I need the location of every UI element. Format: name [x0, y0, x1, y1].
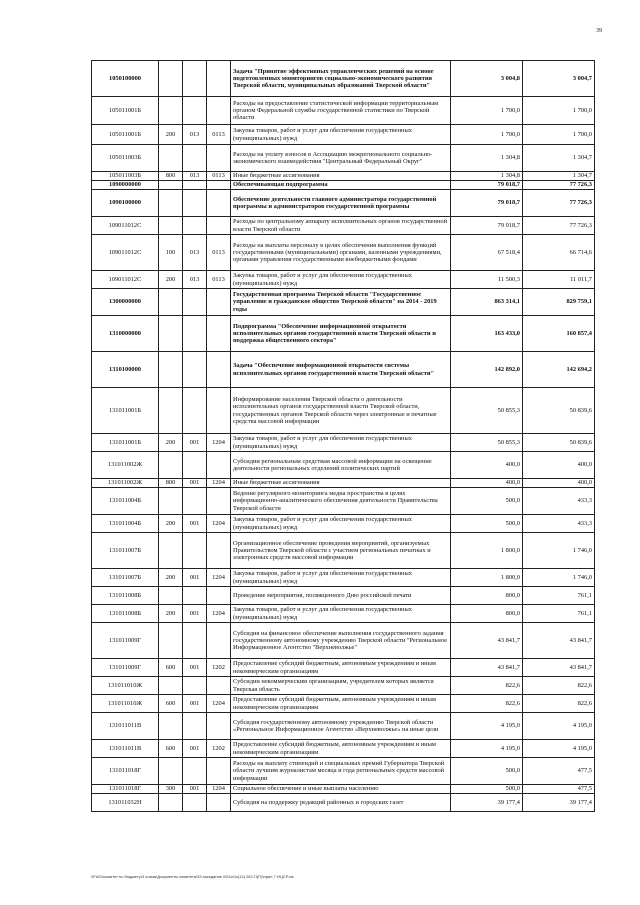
section-code [183, 181, 207, 190]
executed-amount: 822,6 [523, 695, 595, 713]
executed-amount: 50 839,6 [523, 388, 595, 434]
planned-amount: 39 177,4 [451, 794, 523, 812]
expense-type-code: 200 [159, 434, 183, 452]
expense-type-code: 300 [159, 785, 183, 794]
section-code [183, 452, 207, 479]
expense-type-code: 200 [159, 515, 183, 533]
executed-amount: 77 726,3 [523, 217, 595, 235]
table-row [92, 515, 595, 533]
expense-type-code [159, 623, 183, 659]
subsection-code [207, 533, 231, 569]
item-name: Предоставление субсидий бюджетным, автономным учреждениям и иным некоммерческим организациям [231, 695, 451, 713]
executed-amount: 1 700,0 [523, 125, 595, 145]
table-row [92, 533, 595, 569]
section-code [183, 289, 207, 316]
target-article-code: 131011010Ж [92, 695, 159, 713]
expense-type-code: 600 [159, 695, 183, 713]
subsection-code: 1204 [207, 695, 231, 713]
subsection-code [207, 587, 231, 605]
executed-amount: 77 726,3 [523, 190, 595, 217]
subsection-code [207, 316, 231, 352]
subsection-code: 1202 [207, 659, 231, 677]
item-name: Закупка товаров, работ и услуг для обеспечения государственных (муниципальных) нужд [231, 434, 451, 452]
executed-amount: 433,3 [523, 488, 595, 515]
table-row [92, 677, 595, 695]
table-row [92, 605, 595, 623]
item-name: Проведение мероприятия, посвященного Дню российской печати [231, 587, 451, 605]
target-article-code: 131011009Г [92, 659, 159, 677]
table-row [92, 758, 595, 785]
target-article-code: 1310000000 [92, 316, 159, 352]
item-name: Расходы на предоставление статистической информации территориальным органом Федеральной службы государственной статистики по Тверской области [231, 97, 451, 125]
executed-amount: 66 714,6 [523, 235, 595, 271]
executed-amount: 1 746,0 [523, 533, 595, 569]
table-row [92, 452, 595, 479]
subsection-code [207, 97, 231, 125]
item-name: Информирование населения Тверской области о деятельности исполнительных органов государственной власти Тверской области, государственных органов Тверской области через электронные и печатные средства массовой информации [231, 388, 451, 434]
planned-amount: 1 304,8 [451, 172, 523, 181]
target-article-code: 105011001Б [92, 97, 159, 125]
planned-amount: 1 700,0 [451, 97, 523, 125]
section-code [183, 97, 207, 125]
planned-amount: 43 841,7 [451, 623, 523, 659]
table-row [92, 61, 595, 97]
table-row [92, 569, 595, 587]
subsection-code [207, 217, 231, 235]
item-name: Предоставление субсидий бюджетным, автономным учреждениям и иным некоммерческим организациям [231, 740, 451, 758]
subsection-code: 0113 [207, 125, 231, 145]
expense-type-code [159, 758, 183, 785]
expense-type-code [159, 217, 183, 235]
section-code: 001 [183, 740, 207, 758]
section-code: 001 [183, 479, 207, 488]
table-row [92, 181, 595, 190]
section-code: 013 [183, 235, 207, 271]
section-code [183, 488, 207, 515]
table-row [92, 316, 595, 352]
section-code: 013 [183, 271, 207, 289]
expense-type-code [159, 533, 183, 569]
executed-amount: 400,0 [523, 479, 595, 488]
target-article-code: 131011018Г [92, 785, 159, 794]
planned-amount: 50 855,3 [451, 388, 523, 434]
section-code [183, 190, 207, 217]
subsection-code [207, 190, 231, 217]
section-code [183, 316, 207, 352]
target-article-code: 105011003Б [92, 172, 159, 181]
planned-amount: 800,0 [451, 587, 523, 605]
section-code [183, 794, 207, 812]
target-article-code: 131011004Б [92, 488, 159, 515]
item-name: Ведение регулярного мониторинга медиа пространства в целях информационно-аналитического обеспечения деятельности Правительства Тверской области [231, 488, 451, 515]
table-row [92, 488, 595, 515]
target-article-code: 131011008Б [92, 605, 159, 623]
executed-amount: 39 177,4 [523, 794, 595, 812]
expense-type-code [159, 713, 183, 740]
executed-amount: 829 759,1 [523, 289, 595, 316]
item-name: Организационное обеспечение проведения мероприятий, организуемых Правительством Тверской области с участием региональных печатных и электронных средств массовой информации [231, 533, 451, 569]
table-row [92, 172, 595, 181]
subsection-code: 1204 [207, 434, 231, 452]
subsection-code: 1204 [207, 515, 231, 533]
subsection-code [207, 677, 231, 695]
section-code [183, 587, 207, 605]
planned-amount: 163 433,0 [451, 316, 523, 352]
file-path-footer: \\Fs01\комитет по бюджету\4 созыв\Документы комитета\33 заседание 09\1к\1к(13) 282-П(П)\прил 7 ИЦСР.xls [91, 874, 294, 879]
target-article-code: 1090000000 [92, 181, 159, 190]
target-article-code: 131011018Г [92, 758, 159, 785]
expense-type-code: 800 [159, 479, 183, 488]
expense-type-code: 800 [159, 172, 183, 181]
subsection-code [207, 794, 231, 812]
executed-amount: 1 700,0 [523, 97, 595, 125]
expense-type-code [159, 190, 183, 217]
table-row [92, 289, 595, 316]
target-article-code: 109011012С [92, 235, 159, 271]
table-row [92, 125, 595, 145]
expense-type-code: 600 [159, 659, 183, 677]
section-code: 001 [183, 785, 207, 794]
table-row [92, 352, 595, 388]
table-row [92, 785, 595, 794]
item-name: Социальное обеспечение и иные выплаты населению [231, 785, 451, 794]
planned-amount: 400,0 [451, 479, 523, 488]
expense-type-code: 200 [159, 271, 183, 289]
item-name: Закупка товаров, работ и услуг для обеспечения государственных (муниципальных) нужд [231, 569, 451, 587]
executed-amount: 761,1 [523, 587, 595, 605]
planned-amount: 79 018,7 [451, 190, 523, 217]
target-article-code: 131011001Б [92, 388, 159, 434]
expense-type-code [159, 352, 183, 388]
expense-type-code: 200 [159, 125, 183, 145]
table-body [92, 61, 595, 812]
section-code: 001 [183, 695, 207, 713]
executed-amount: 822,6 [523, 677, 595, 695]
planned-amount: 500,0 [451, 488, 523, 515]
target-article-code: 131011011В [92, 740, 159, 758]
target-article-code: 109011012С [92, 271, 159, 289]
expense-type-code: 600 [159, 740, 183, 758]
executed-amount: 142 694,2 [523, 352, 595, 388]
section-code [183, 388, 207, 434]
planned-amount: 500,0 [451, 758, 523, 785]
item-name: Субсидия государственному автономному учреждению Тверской области «Региональное Информационное Агентство «Верхневолжье» на иные цели [231, 713, 451, 740]
executed-amount: 477,5 [523, 785, 595, 794]
table-row [92, 145, 595, 172]
planned-amount: 79 018,7 [451, 217, 523, 235]
item-name: Подпрограмма "Обеспечение информационной открытости исполнительных органов государственной власти Тверской области и поддержка общественного сектора" [231, 316, 451, 352]
planned-amount: 800,0 [451, 605, 523, 623]
expense-type-code [159, 145, 183, 172]
planned-amount: 3 004,8 [451, 61, 523, 97]
item-name: Закупка товаров, работ и услуг для обеспечения государственных (муниципальных) нужд [231, 271, 451, 289]
planned-amount: 79 018,7 [451, 181, 523, 190]
expense-type-code [159, 677, 183, 695]
expense-type-code [159, 289, 183, 316]
target-article-code: 131011009Г [92, 623, 159, 659]
target-article-code: 131011002Ж [92, 479, 159, 488]
target-article-code: 131011001Б [92, 434, 159, 452]
table-row [92, 434, 595, 452]
executed-amount: 433,3 [523, 515, 595, 533]
section-code: 001 [183, 434, 207, 452]
target-article-code: 131011007Б [92, 533, 159, 569]
item-name: Иные бюджетные ассигнования [231, 172, 451, 181]
target-article-code: 1300000000 [92, 289, 159, 316]
table-row [92, 623, 595, 659]
planned-amount: 822,6 [451, 695, 523, 713]
section-code [183, 623, 207, 659]
subsection-code: 0113 [207, 172, 231, 181]
item-name: Иные бюджетные ассигнования [231, 479, 451, 488]
section-code: 013 [183, 125, 207, 145]
table-row [92, 587, 595, 605]
subsection-code [207, 713, 231, 740]
planned-amount: 500,0 [451, 785, 523, 794]
expense-type-code [159, 316, 183, 352]
subsection-code [207, 758, 231, 785]
item-name: Предоставление субсидий бюджетным, автономным учреждениям и иным некоммерческим организациям [231, 659, 451, 677]
table-row [92, 271, 595, 289]
executed-amount: 77 726,3 [523, 181, 595, 190]
subsection-code [207, 488, 231, 515]
planned-amount: 863 314,1 [451, 289, 523, 316]
section-code: 001 [183, 605, 207, 623]
item-name: Субсидии некоммерческим организациям, учредителем которых является Тверская область [231, 677, 451, 695]
section-code [183, 713, 207, 740]
subsection-code: 0113 [207, 235, 231, 271]
table-row [92, 740, 595, 758]
item-name: Субсидия на финансовое обеспечение выполнения государственного задания государственному автономному учреждению Тверской области "Региональное Информационное Агентство "Верхневолжье" [231, 623, 451, 659]
table-row [92, 713, 595, 740]
executed-amount: 761,1 [523, 605, 595, 623]
subsection-code: 1204 [207, 605, 231, 623]
planned-amount: 11 500,3 [451, 271, 523, 289]
planned-amount: 822,6 [451, 677, 523, 695]
planned-amount: 1 800,0 [451, 569, 523, 587]
subsection-code [207, 289, 231, 316]
planned-amount: 1 800,0 [451, 533, 523, 569]
planned-amount: 1 700,0 [451, 125, 523, 145]
target-article-code: 131011007Б [92, 569, 159, 587]
item-name: Обеспечение деятельности главного администратора государственной программы и администраторов государственной программы [231, 190, 451, 217]
section-code [183, 533, 207, 569]
subsection-code: 0113 [207, 271, 231, 289]
item-name: Расходы на выплату стипендий и специальных премий Губернатора Тверской области лучшим журналистам месяца и года региональных средств массовой информации [231, 758, 451, 785]
planned-amount: 500,0 [451, 515, 523, 533]
section-code [183, 61, 207, 97]
section-code: 001 [183, 569, 207, 587]
target-article-code: 105011003Б [92, 145, 159, 172]
target-article-code: 131011011В [92, 713, 159, 740]
planned-amount: 4 195,0 [451, 740, 523, 758]
section-code [183, 758, 207, 785]
expense-type-code [159, 97, 183, 125]
item-name: Обеспечивающая подпрограмма [231, 181, 451, 190]
expense-type-code [159, 794, 183, 812]
section-code [183, 145, 207, 172]
item-name: Закупка товаров, работ и услуг для обеспечения государственных (муниципальных) нужд [231, 515, 451, 533]
table-row [92, 794, 595, 812]
subsection-code: 1202 [207, 740, 231, 758]
item-name: Закупка товаров, работ и услуг для обеспечения государственных (муниципальных) нужд [231, 125, 451, 145]
target-article-code: 105011001Б [92, 125, 159, 145]
section-code: 013 [183, 172, 207, 181]
table-row [92, 695, 595, 713]
table-row [92, 388, 595, 434]
item-name: Государственная программа Тверской области "Государственное управление и гражданское общество Тверской области" на 2014 - 2019 годы [231, 289, 451, 316]
section-code [183, 677, 207, 695]
expense-type-code: 200 [159, 605, 183, 623]
item-name: Задача "Обеспечение информационной открытости системы исполнительных органов государственной власти Тверской области" [231, 352, 451, 388]
expense-type-code [159, 452, 183, 479]
executed-amount: 477,5 [523, 758, 595, 785]
executed-amount: 43 841,7 [523, 659, 595, 677]
executed-amount: 1 304,7 [523, 172, 595, 181]
planned-amount: 50 855,3 [451, 434, 523, 452]
executed-amount: 160 857,4 [523, 316, 595, 352]
subsection-code [207, 181, 231, 190]
page-number: 39 [596, 28, 602, 34]
executed-amount: 50 839,6 [523, 434, 595, 452]
expense-type-code [159, 488, 183, 515]
table-row [92, 659, 595, 677]
target-article-code: 131011008Б [92, 587, 159, 605]
executed-amount: 3 004,7 [523, 61, 595, 97]
target-article-code: 109011012С [92, 217, 159, 235]
target-article-code: 131011032Н [92, 794, 159, 812]
section-code [183, 217, 207, 235]
planned-amount: 4 195,0 [451, 713, 523, 740]
subsection-code [207, 61, 231, 97]
planned-amount: 1 304,8 [451, 145, 523, 172]
executed-amount: 1 746,0 [523, 569, 595, 587]
table-row [92, 97, 595, 125]
executed-amount: 11 011,7 [523, 271, 595, 289]
budget-table [91, 60, 595, 812]
item-name: Задача "Принятие эффективных управленческих решений на основе подготовленных мониторингов социально-экономического развития Тверской области, муниципальных образований Тверской области" [231, 61, 451, 97]
section-code [183, 352, 207, 388]
executed-amount: 43 841,7 [523, 623, 595, 659]
section-code: 001 [183, 659, 207, 677]
expense-type-code [159, 587, 183, 605]
planned-amount: 67 518,4 [451, 235, 523, 271]
target-article-code: 131011002Ж [92, 452, 159, 479]
executed-amount: 4 195,0 [523, 713, 595, 740]
planned-amount: 43 841,7 [451, 659, 523, 677]
expense-type-code [159, 388, 183, 434]
subsection-code: 1204 [207, 479, 231, 488]
target-article-code: 131011004Б [92, 515, 159, 533]
subsection-code: 1204 [207, 569, 231, 587]
subsection-code [207, 623, 231, 659]
item-name: Субсидия на поддержку редакций районных и городских газет [231, 794, 451, 812]
item-name: Закупка товаров, работ и услуг для обеспечения государственных (муниципальных) нужд [231, 605, 451, 623]
executed-amount: 4 195,0 [523, 740, 595, 758]
item-name: Субсидии региональным средствам массовой информации на освещение деятельности региональных отделений политических партий [231, 452, 451, 479]
target-article-code: 1090100000 [92, 190, 159, 217]
table-row [92, 479, 595, 488]
subsection-code [207, 145, 231, 172]
table-row [92, 217, 595, 235]
item-name: Расходы на уплату взносов в Ассоциацию межрегионального социально-экономического взаимодействия "Центральный Федеральный Округ" [231, 145, 451, 172]
subsection-code [207, 452, 231, 479]
target-article-code: 131011010Ж [92, 677, 159, 695]
expense-type-code [159, 61, 183, 97]
expense-type-code [159, 181, 183, 190]
subsection-code: 1204 [207, 785, 231, 794]
planned-amount: 142 892,0 [451, 352, 523, 388]
section-code: 001 [183, 515, 207, 533]
target-article-code: 1310100000 [92, 352, 159, 388]
target-article-code: 1050100000 [92, 61, 159, 97]
item-name: Расходы на выплаты персоналу в целях обеспечения выполнения функций государственными (муниципальными) органами, казенными учреждениями, органами управления государственными внебюджетными фондами [231, 235, 451, 271]
executed-amount: 1 304,7 [523, 145, 595, 172]
planned-amount: 400,0 [451, 452, 523, 479]
table-row [92, 190, 595, 217]
expense-type-code: 200 [159, 569, 183, 587]
subsection-code [207, 352, 231, 388]
item-name: Расходы по центральному аппарату исполнительных органов государственной власти Тверской области [231, 217, 451, 235]
expense-type-code: 100 [159, 235, 183, 271]
executed-amount: 400,0 [523, 452, 595, 479]
subsection-code [207, 388, 231, 434]
table-row [92, 235, 595, 271]
